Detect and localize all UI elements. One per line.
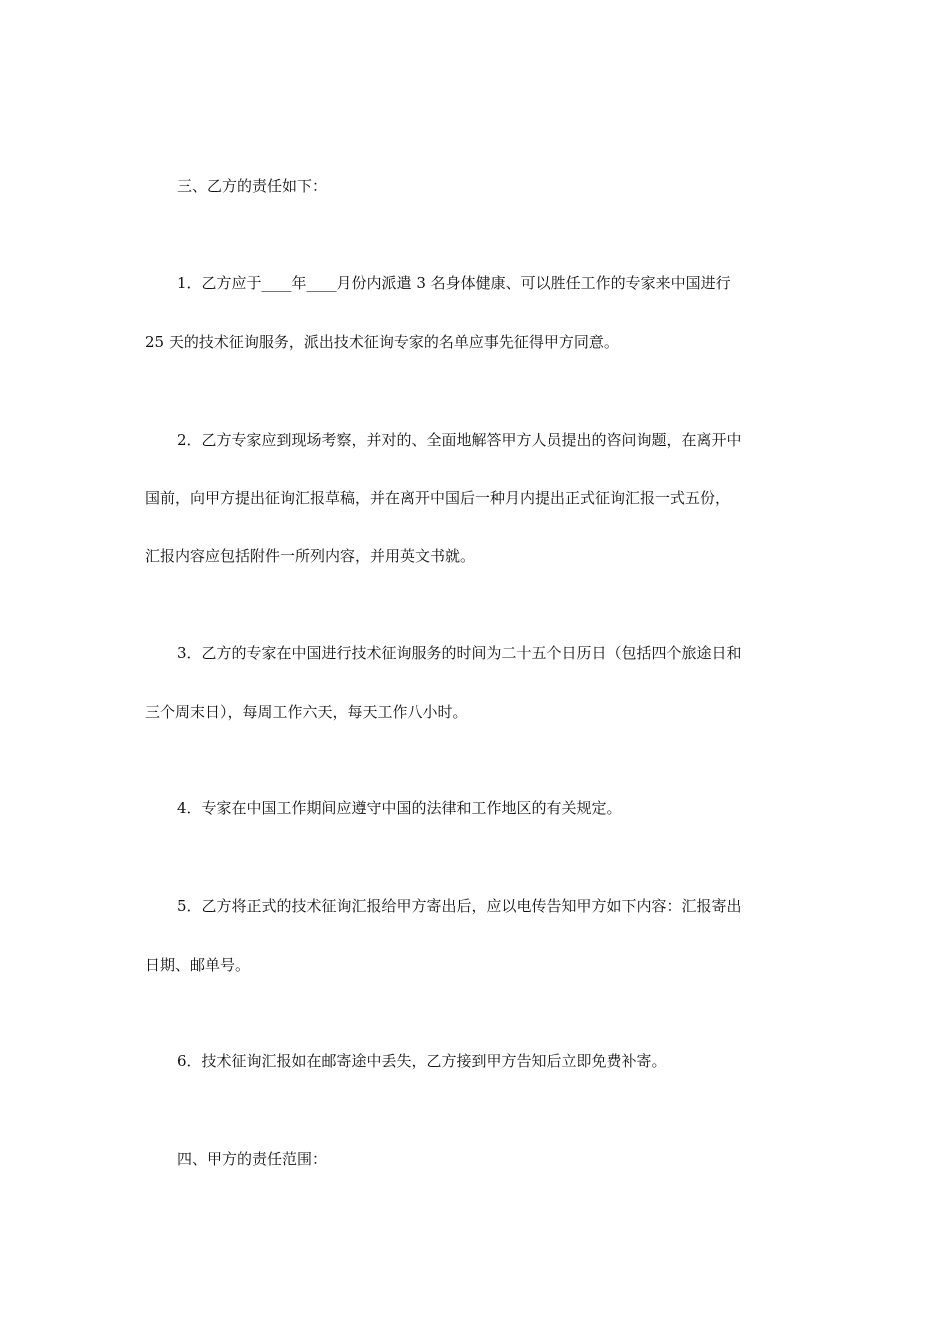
paragraph-3-line-2: 三个周末日），每周工作六天，每天工作八小时。 <box>145 703 468 721</box>
paragraph-3-line-1: 3．乙方的专家在中国进行技术征询服务的时间为二十五个日历日（包括四个旅途日和 <box>177 644 742 662</box>
paragraph-6-line-1: 6．技术征询汇报如在邮寄途中丢失，乙方接到甲方告知后立即免费补寄。 <box>177 1052 667 1070</box>
paragraph-1-line-1: 1．乙方应于____年____月份内派遣 3 名身体健康、可以胜任工作的专家来中国进行 <box>177 274 731 292</box>
section-heading-4: 四、甲方的责任范围： <box>177 1150 328 1168</box>
paragraph-2-line-2: 国前，向甲方提出征询汇报草稿，并在离开中国后一种月内提出正式征询汇报一式五份， <box>145 489 731 507</box>
paragraph-2-line-1: 2．乙方专家应到现场考察，并对的、全面地解答甲方人员提出的咨问询题，在离开中 <box>177 431 742 449</box>
paragraph-5-line-2: 日期、邮单号。 <box>145 956 251 974</box>
section-heading-3: 三、乙方的责任如下： <box>177 177 328 195</box>
paragraph-5-line-1: 5．乙方将正式的技术征询汇报给甲方寄出后，应以电传告知甲方如下内容：汇报寄出 <box>177 897 742 915</box>
paragraph-4-line-1: 4．专家在中国工作期间应遵守中国的法律和工作地区的有关规定。 <box>177 799 622 817</box>
paragraph-2-line-3: 汇报内容应包括附件一所列内容，并用英文书就。 <box>145 547 476 565</box>
paragraph-1-line-2: 25 天的技术征询服务，派出技术征询专家的名单应事先征得甲方同意。 <box>145 333 619 351</box>
